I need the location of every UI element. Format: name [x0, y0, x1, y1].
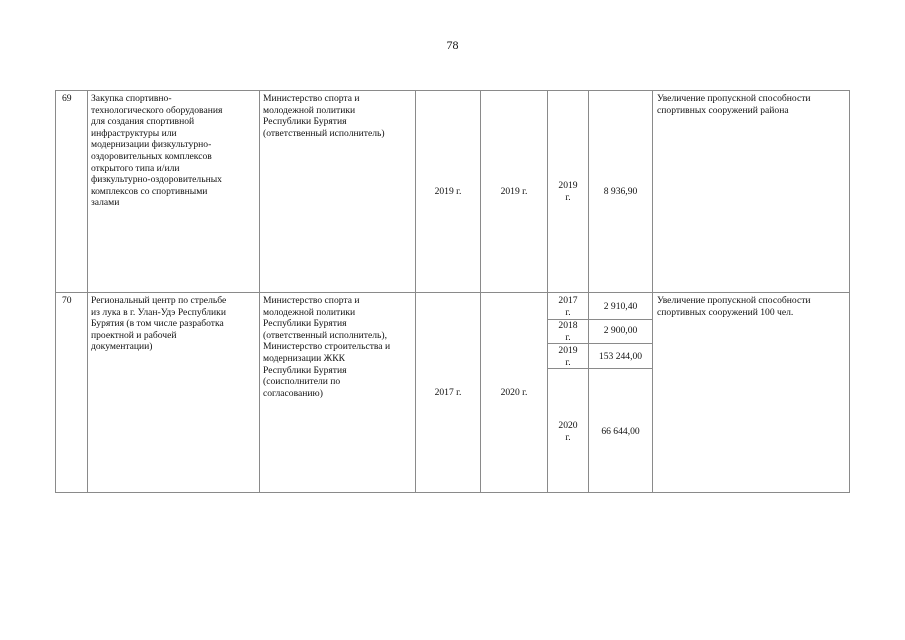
- col-divider-amount: [652, 90, 653, 493]
- table-left-border: [55, 90, 56, 493]
- page-number: 78: [446, 38, 459, 52]
- row-70-result: Увеличение пропускной способности спортивных сооружений 100 чел.: [657, 295, 811, 318]
- table-right-border: [849, 90, 850, 493]
- col-divider-executor: [415, 90, 416, 493]
- row-69-start-year: 2019 г.: [434, 186, 462, 197]
- row-69-bottom-border: [55, 292, 850, 293]
- row-70-year-2018: 2018 г.: [558, 320, 578, 343]
- row-69-year: 2019 г.: [558, 180, 578, 203]
- row-70-amount-2018: 2 900,00: [603, 325, 638, 336]
- row-69-top-border: [55, 90, 850, 91]
- col-divider-start: [480, 90, 481, 493]
- row-70-name: Региональный центр по стрельбе из лука в г. Улан-Удэ Республики Бурятия (в том числе разработка проектной и рабочей документации): [91, 295, 227, 353]
- row-70-number: 70: [62, 295, 72, 306]
- col-divider-name: [259, 90, 260, 493]
- row-69-result: Увеличение пропускной способности спортивных сооружений района: [657, 93, 811, 116]
- row-69-number: 69: [62, 93, 72, 104]
- row-70-amount-2017: 2 910,40: [603, 301, 638, 312]
- row-70-bottom-border: [55, 492, 850, 493]
- row-69-end-year: 2019 г.: [500, 186, 528, 197]
- row-70-start-year: 2017 г.: [434, 387, 462, 398]
- row-70-year-2017: 2017 г.: [558, 295, 578, 318]
- row-69-name: Закупка спортивно- технологического оборудования для создания спортивной инфраструктуры или модернизации физкультурно- оздоровительных комплексов открытого типа и/или физкультурно-оздоровительных комплексов со спортивными залами: [91, 93, 223, 209]
- row-69-executor: Министерство спорта и молодежной политики Республики Бурятия (ответственный исполнитель): [263, 93, 385, 139]
- row-70-year-2019: 2019 г.: [558, 345, 578, 368]
- row-69-amount: 8 936,90: [603, 186, 638, 197]
- row-70-end-year: 2020 г.: [500, 387, 528, 398]
- col-divider-num: [87, 90, 88, 493]
- row-70-executor: Министерство спорта и молодежной политики Республики Бурятия (ответственный исполнитель), Министерство строительства и модернизации ЖКК Республики Бурятия (соисполнители по согласованию): [263, 295, 391, 399]
- row-70-year-2020: 2020 г.: [558, 420, 578, 443]
- row-70-amount-2020: 66 644,00: [601, 426, 640, 437]
- row-70-amount-2019: 153 244,00: [598, 351, 643, 362]
